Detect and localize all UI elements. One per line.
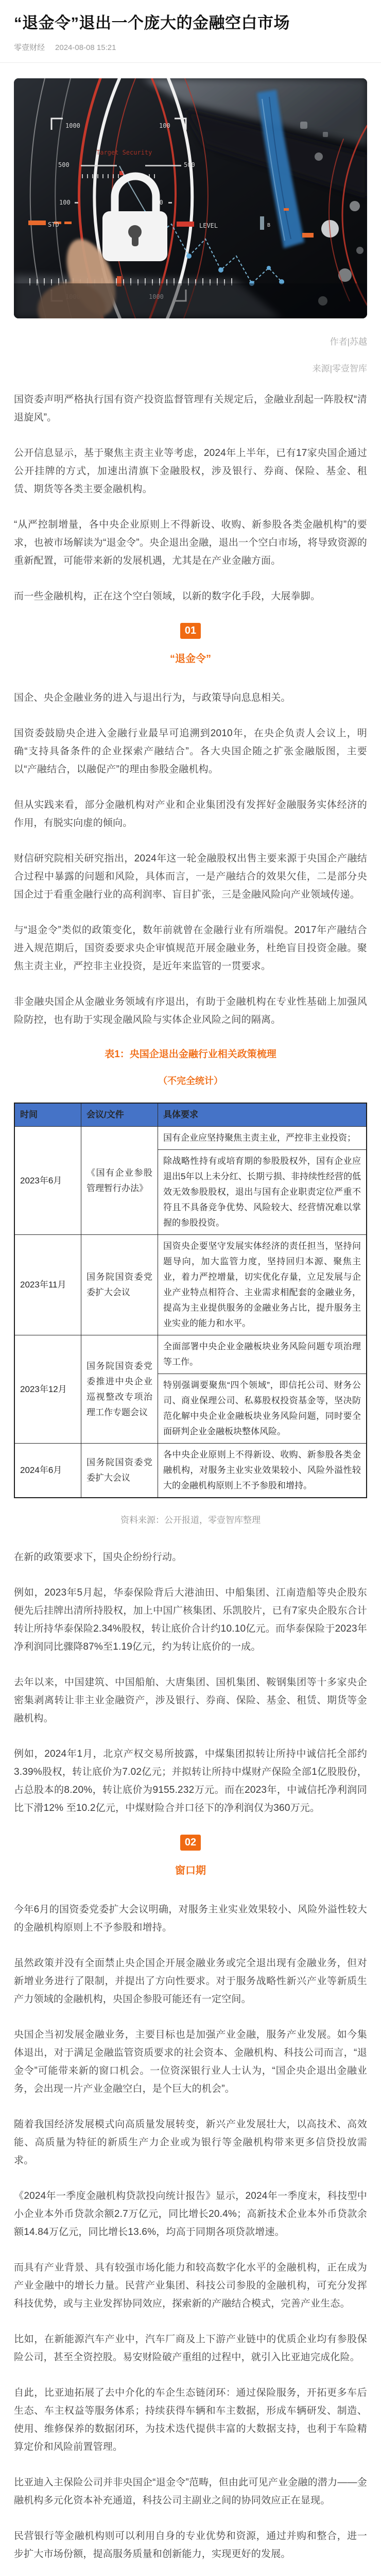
- svg-text:100: 100: [59, 199, 71, 206]
- svg-text:100: 100: [159, 122, 170, 129]
- paragraph: 随着我国经济发展模式向高质量发展转变，新兴产业发展壮大，以高技术、高效能、高质量为特征的新质生产力企业或为银行等金融机构带来更多信贷投放需求。: [14, 2119, 367, 2166]
- section-title: “退金令”: [170, 653, 211, 665]
- author-credit: 作者|苏越: [330, 337, 367, 347]
- paragraph: 央国企当初发展金融业务，主要目标也是加强产业金融，服务产业发展。如今集体退出，对于满足金融监管资质要求的社会资本、金融机构、科技公司而言，“退金令”可能带来新的窗口机会。一位资深银行业人士认为，“国企央企退出金融业务，会出现一片产业金融空白，是个巨大的机会”。: [14, 2029, 367, 2094]
- table-cell-time: 2023年12月: [14, 1335, 81, 1444]
- svg-text:1000: 1000: [65, 122, 80, 129]
- paragraph: 公开信息显示，基于聚焦主责主业等考虑，2024年上半年，已有17家央国企通过公开挂牌的方式，加速出清旗下金融股权，涉及银行、券商、保险、基金、租赁、期货等各类主要金融机构。: [14, 448, 367, 495]
- svg-text:1000: 1000: [149, 293, 164, 300]
- paragraph: 非金融央国企从金融业务领域有序退出，有助于金融机构在专业性基础上加强风险防控，也有助于实现金融风险与实体企业风险之间的隔离。: [14, 996, 367, 1025]
- svg-text:LEVEL: LEVEL: [199, 222, 218, 229]
- paragraph: 而具有产业背景、具有较强市场化能力和较高数字化水平的金融机构，正在成为产业金融中的增长力量。民营产业集团、科技公司参股的金融机构，可充分发挥科技优势，或与主业发挥协同效应，探索新的产融结合模式，完善产业生态。: [14, 2262, 367, 2309]
- table-cell-time: 2023年11月: [14, 1235, 81, 1335]
- section-number-badge: 01: [180, 623, 201, 639]
- table-cell-req: 国资央企要坚守发展实体经济的责任担当，坚持问题导向，加大监管力度，坚持回归本源、聚焦主业，着力严控增量，切实优化存量，立足发展与企业产业特点相符合、主业需求相配套的金融业务，提高为主业提供服务的金融业务占比，提升服务主业实业的能力和水平。: [158, 1235, 367, 1335]
- hero-image[interactable]: [14, 78, 367, 318]
- table-cell-doc: 国务院国资委党委推进中央企业巡视整改专项治理工作专题会议: [81, 1335, 158, 1444]
- paragraph: 虽然政策并没有全面禁止央企国企开展金融业务或完全退出现有金融业务，但对新增业务进行了限制，并提出了方向性要求。对于服务战略性新兴产业等新质生产力领域的金融机构，央国企参股可能还有一定空间。: [14, 1958, 367, 2005]
- table-cell-time: 2024年6月: [14, 1444, 81, 1498]
- svg-text:STD: STD: [48, 221, 59, 228]
- paragraph: 民营银行等金融机构则可以利用自身的专业优势和资源，通过并购和整合，进一步扩大市场份额，提高服务质量和创新能力，实现更好的发展。: [14, 2531, 367, 2560]
- hero-illustration: [14, 78, 367, 318]
- paragraph: 比如，在新能源汽车产业中，汽车厂商及上下游产业链中的优质企业均有参股保险公司，甚至全资控股。易安财险破产重组的过程中，就引入比亚迪完成化险。: [14, 2334, 367, 2363]
- paragraph: 例如，2023年5月起，华泰保险背后大港油田、中船集团、江南造船等央企股东便先后挂牌出清所持股权，加上中国广核集团、乐凯胶片，已有7家央企股东合计转让所持华泰保险2.34%股权，转让底价合计约10.10亿元。而华泰保险于2023年净利润同比骤降87%至1.19亿元，约为转让底价的一成。: [14, 1587, 367, 1652]
- paragraph: 比亚迪入主保险公司并非央国企“退金令”范畴，但由此可见产业金融的潜力——金融机构多元化资本补充通道，科技公司主副业之间的协同效应正在显现。: [14, 2477, 367, 2506]
- table-row: [14, 1127, 367, 1150]
- svg-text:500: 500: [58, 161, 70, 168]
- paragraph: 国资委声明严格执行国有资产投资监督管理有关规定后，金融业刮起一阵股权“清退旋风”。: [14, 394, 367, 423]
- table-cell-time: 2023年6月: [14, 1127, 81, 1235]
- table-cell-req: 特别强调要聚焦“四个领域”，即信托公司、财务公司、商业保理公司、私募股权投资基金等，坚决防范化解中央企业金融板块业务风险问题，同时要全面研判企业金融板块整体风险。: [158, 1374, 367, 1444]
- bottom-shade: [14, 283, 367, 318]
- page-title: “退金令”退出一个庞大的金融空白市场: [14, 14, 290, 32]
- source-credit: 来源|零壹智库: [312, 364, 367, 374]
- table-cell-req: 国有企业应坚持聚焦主责主业，严控非主业投资；: [158, 1127, 367, 1150]
- paragraph: 《2024年一季度金融机构贷款投向统计报告》显示，2024年一季度末，科技型中小企业本外币贷款余额2.7万亿元，同比增长20.4%；高新技术企业本外币贷款余额14.84万亿元，同比增长13.6%，均高于同期各项贷款增速。: [14, 2191, 367, 2238]
- paragraph: 例如，2024年1月，北京产权交易所披露，中煤集团拟转让所持中诚信托全部约3.39%股权，转让底价为7.02亿元；并拟转让所持中煤财产保险全部1亿股股份，占总股本的8.20%，转让底价为9155.232万元。而在2023年，中诚信托净利润同比下滑12% 至10.2亿元，中煤财险合并口径下的净利润仅为360万元。: [14, 1749, 367, 1814]
- table-header-doc: 会议/文件: [81, 1103, 158, 1127]
- paragraph: 而一些金融机构，正在这个空白领域，以新的数字化手段，大展拳脚。: [14, 591, 321, 602]
- table-cell-req: 各中央企业原则上不得新设、收购、新参股各类金融机构，对服务主业实业效果较小、风险外溢性较大的金融机构原则上不予参股和增持。: [158, 1444, 367, 1498]
- table-row: [14, 1444, 367, 1498]
- account-name[interactable]: 零壹财经: [14, 43, 45, 52]
- table-title: 表1：央国企退出金融行业相关政策梳理: [105, 1049, 276, 1060]
- table-header-time: 时间: [14, 1103, 81, 1127]
- table-header-req: 具体要求: [158, 1103, 367, 1127]
- article-body: [0, 78, 381, 2576]
- policy-table: [14, 1103, 367, 1498]
- table-cell-req: 除战略性持有或培育期的参股股权外，国有企业应退出5年以上未分红、长期亏损、非持续性经营的低效无效参股股权，退出与国有企业职责定位严重不符且不具备竞争优势、风险较大、经营情况难以掌握的参股投资。: [158, 1150, 367, 1235]
- table-cell-req: 全面部署中央企业金融板块业务风险问题专项治理等工作。: [158, 1335, 367, 1374]
- section-title: 窗口期: [175, 1865, 206, 1876]
- svg-text:500: 500: [184, 161, 195, 168]
- paragraph: 国资委鼓励央企进入金融行业最早可追溯到2010年，在央企负责人会议上，明确“支持具备条件的企业探索产融结合”。各大央国企随之扩张金融版图，主要以“产融结合，以融促产”的理由参股金融机构。: [14, 728, 367, 775]
- paragraph: 去年以来，中国建筑、中国船舶、大唐集团、国机集团、鞍钢集团等十多家央企密集剥离转让非主业金融资产，涉及银行、券商、保险、基金、租赁、期货等金融机构。: [14, 1677, 367, 1724]
- paragraph: 财信研究院相关研究指出，2024年这一轮金融股权出售主要来源于央国企产融结合过程中暴露的问题和风险，具体而言，一是产融结合的效果欠佳，二是部分央国企过于看重金融行业的高利润率、盲目扩张，三是金融风险向产业领域传递。: [14, 853, 367, 900]
- table-cell-doc: 《国有企业参股管理暂行办法》: [81, 1127, 158, 1235]
- table-cell-doc: 国务院国资委党委扩大会议: [81, 1235, 158, 1335]
- paragraph: 今年6月的国资委党委扩大会议明确，对服务主业实业效果较小、风险外溢性较大的金融机构原则上不予参股和增持。: [14, 1904, 367, 1933]
- table-caption: 资料来源：公开报道，零壹智库整理: [120, 1515, 261, 1525]
- svg-text:Target Security: Target Security: [96, 149, 152, 156]
- paragraph: 国企、央企金融业务的进入与退出行为，与政策导向息息相关。: [14, 692, 291, 703]
- table-row: [14, 1335, 367, 1374]
- paragraph: “从严控制增量，各中央企业原则上不得新设、收购、新参股各类金融机构”的要求，也被市场解读为“退金令”。央企退出金融，退出一个空白市场，将导致资源的重新配置，可能带来新的发展机遇，尤其是在产业金融方面。: [14, 519, 367, 566]
- table-row: [14, 1235, 367, 1335]
- table-subtitle: （不完全统计）: [158, 1076, 223, 1086]
- svg-text:100: 100: [152, 199, 163, 206]
- paragraph: 但从实践来看，部分金融机构对产业和企业集团没有发挥好金融服务实体经济的作用，有脱实向虚的倾向。: [14, 800, 367, 828]
- article-header: [0, 12, 381, 53]
- publish-time: 2024-08-08 15:21: [55, 43, 116, 52]
- table-cell-doc: 国务院国资委党委扩大会议: [81, 1444, 158, 1498]
- svg-text:B: B: [267, 223, 271, 228]
- divider: [0, 62, 381, 63]
- byline: [14, 42, 367, 53]
- paragraph: 与“退金令”类似的政策变化，数年前就曾在金融行业有所端倪。2017年产融结合进入规范期后，国资委要求央企审慎规范开展金融业务，杜绝盲目投资金融。聚焦主责主业，严控非主业投资，是近年来监管的一贯要求。: [14, 925, 367, 972]
- paragraph: 在新的政策要求下，国央企纷纷行动。: [14, 1552, 182, 1563]
- paragraph: 自此，比亚迪拓展了去中介化的车企生态链闭环：通过保险服务，开拓更多车后生态、车主权益等服务体系；持续获得车辆和车主数据，形成车辆研发、制造、使用、维修保养的数据闭环，为技术迭代提供丰富的大数据支持，也利于车险精算定价和风险前置管理。: [14, 2387, 367, 2452]
- section-number-badge: 02: [180, 1835, 201, 1851]
